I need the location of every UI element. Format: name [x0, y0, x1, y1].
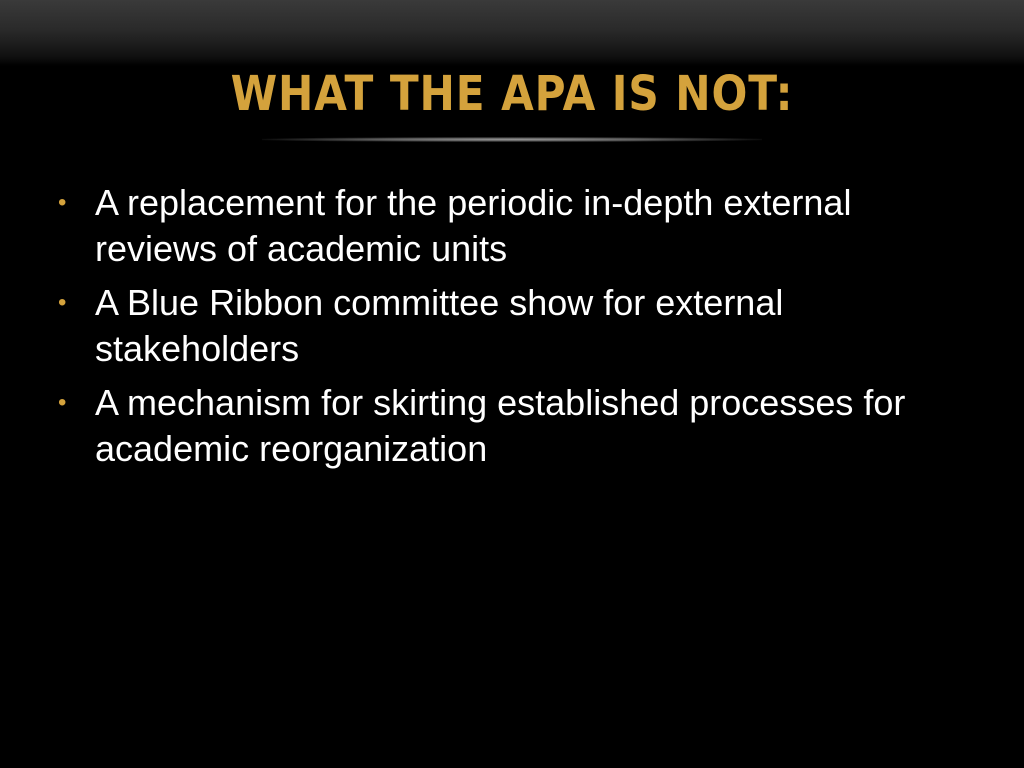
- bullet-text: A replacement for the periodic in-depth external reviews of academic units: [95, 182, 852, 269]
- bullet-text: A mechanism for skirting established processes for academic reorganization: [95, 382, 906, 469]
- slide-title: WHAT THE APA IS NOT:: [230, 66, 794, 122]
- title-underline: [262, 137, 762, 142]
- bullet-item: [56, 280, 976, 372]
- bullet-item: [56, 380, 976, 472]
- header-band: [0, 0, 1024, 66]
- bullet-list: [56, 180, 976, 480]
- bullet-marker: •: [58, 389, 67, 416]
- bullet-item: [56, 180, 976, 272]
- bullet-text: A Blue Ribbon committee show for external stakeholders: [95, 282, 784, 369]
- bullet-marker: •: [58, 189, 67, 216]
- bullet-marker: •: [58, 289, 67, 316]
